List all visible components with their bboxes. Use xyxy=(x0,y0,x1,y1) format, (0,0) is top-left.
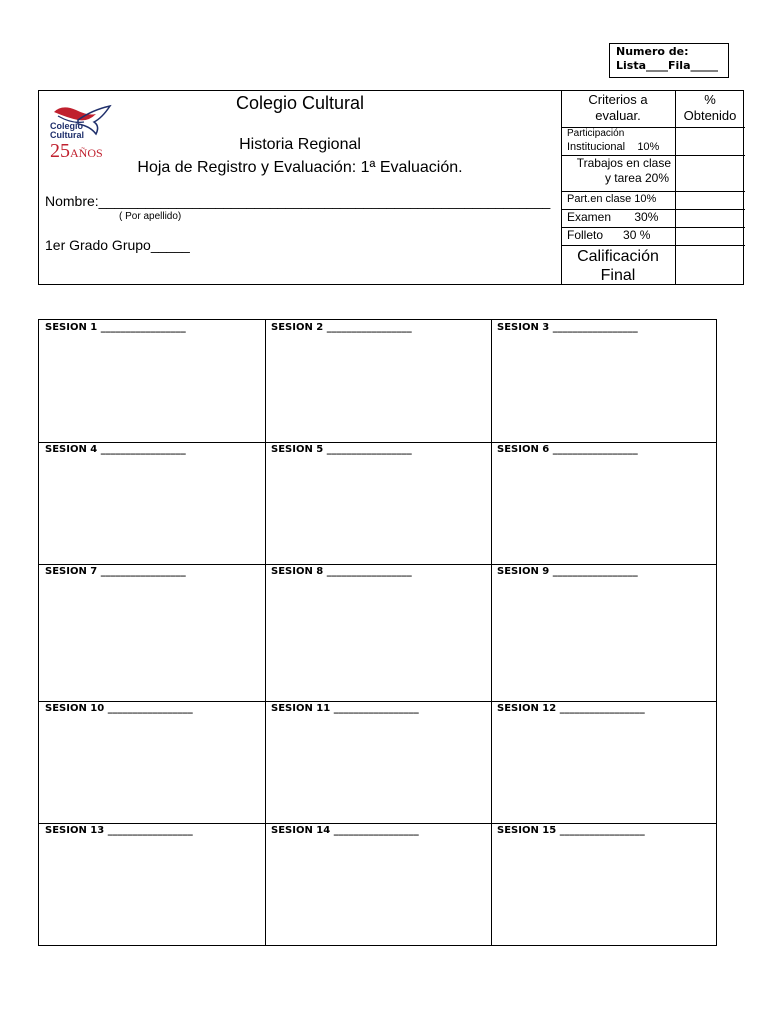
session-7-label[interactable]: SESION 7 _________________ xyxy=(45,566,186,577)
grade-group-field[interactable]: 1er Grado Grupo_____ xyxy=(45,237,190,253)
subject-title: Historia Regional xyxy=(239,136,361,153)
criterion-exam: Examen 30% xyxy=(567,210,659,224)
obtained-heading: % Obtenido xyxy=(683,92,737,123)
session-15-label[interactable]: SESION 15 _________________ xyxy=(497,825,645,836)
list-number-label: Numero de: xyxy=(616,45,689,58)
session-14-label[interactable]: SESION 14 _________________ xyxy=(271,825,419,836)
header-box xyxy=(38,90,744,285)
final-grade-label: Calificación Final xyxy=(577,248,659,284)
session-3-label[interactable]: SESION 3 _________________ xyxy=(497,322,638,333)
session-1-label[interactable]: SESION 1 _________________ xyxy=(45,322,186,333)
session-2-label[interactable]: SESION 2 _________________ xyxy=(271,322,412,333)
session-13-label[interactable]: SESION 13 _________________ xyxy=(45,825,193,836)
form-title: Hoja de Registro y Evaluación: 1ª Evaluación. xyxy=(137,159,463,176)
criterion-class-participation: Part.en clase 10% xyxy=(567,193,657,205)
criteria-heading: Criterios a evaluar. xyxy=(588,92,648,123)
school-name: Colegio Cultural xyxy=(235,93,365,113)
name-hint: ( Por apellido) xyxy=(119,211,182,222)
list-row-field[interactable]: Lista____Fila_____ xyxy=(616,59,718,72)
session-10-label[interactable]: SESION 10 _________________ xyxy=(45,703,193,714)
session-6-label[interactable]: SESION 6 _________________ xyxy=(497,444,638,455)
criterion-homework-label: Trabajos en clase xyxy=(576,156,671,170)
session-5-label[interactable]: SESION 5 _________________ xyxy=(271,444,412,455)
session-9-label[interactable]: SESION 9 _________________ xyxy=(497,566,638,577)
session-12-label[interactable]: SESION 12 _________________ xyxy=(497,703,645,714)
criterion-homework-percent: y tarea 20% xyxy=(604,171,669,185)
criterion-participation-label: Participación xyxy=(567,128,625,139)
session-11-label[interactable]: SESION 11 _________________ xyxy=(271,703,419,714)
school-logo: Colegio Cultural 25AÑOS xyxy=(48,100,128,160)
name-field[interactable]: Nombre:__________________________________________________________ xyxy=(45,193,551,209)
sessions-grid xyxy=(38,319,717,946)
criterion-participation-percent: Institucional 10% xyxy=(567,141,660,153)
criterion-booklet: Folleto 30 % xyxy=(567,228,651,242)
session-8-label[interactable]: SESION 8 _________________ xyxy=(271,566,412,577)
session-4-label[interactable]: SESION 4 _________________ xyxy=(45,444,186,455)
list-number-box xyxy=(609,43,729,78)
